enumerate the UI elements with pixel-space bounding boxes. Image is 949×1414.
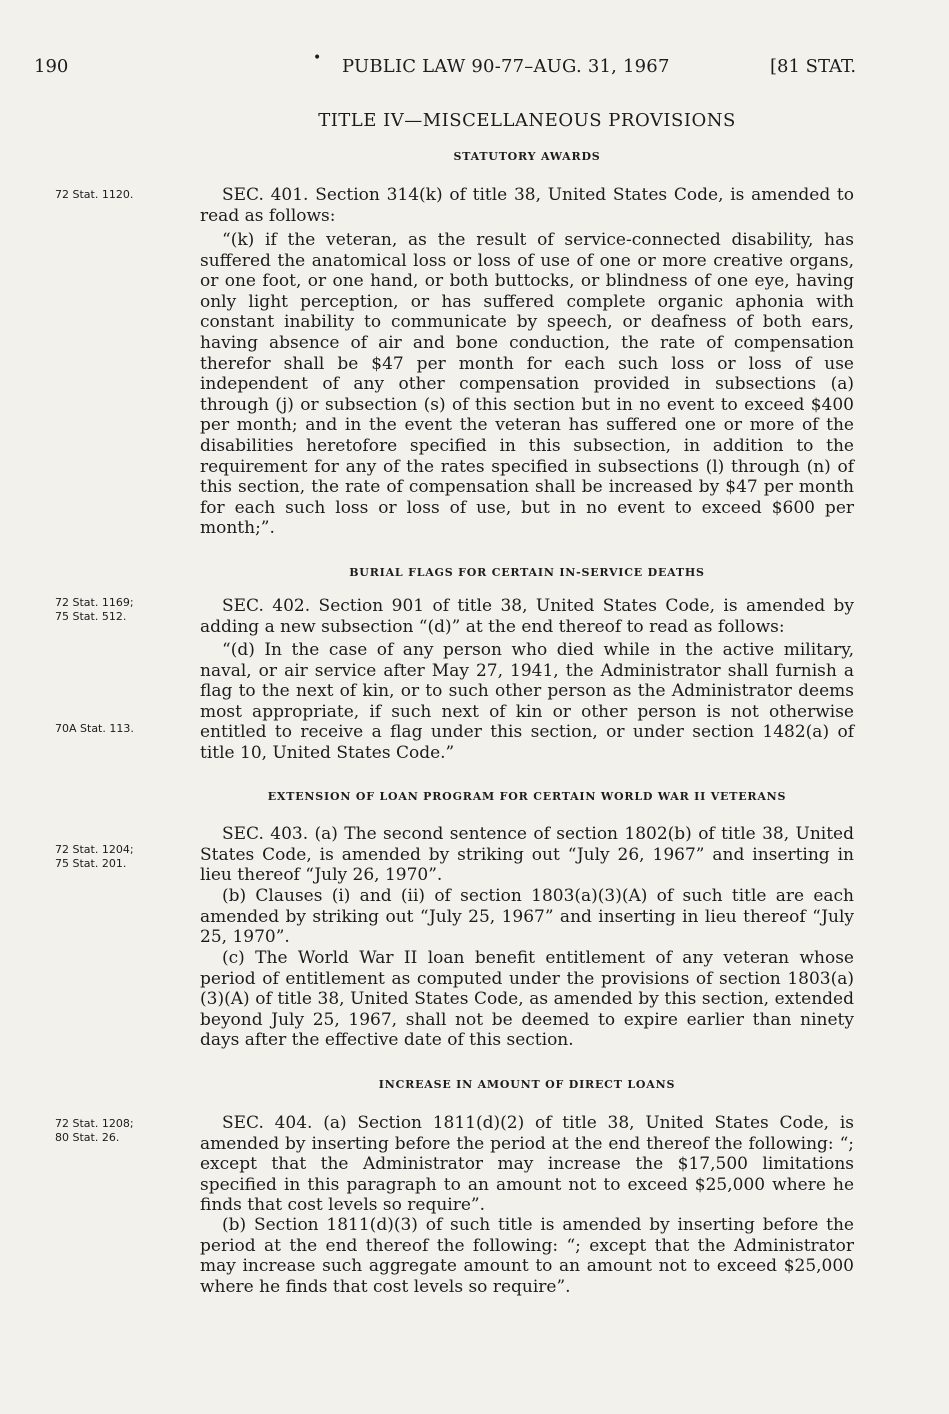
section-label-401: SEC. 401.: [222, 185, 309, 205]
margin-note-402b: 70A Stat. 113.: [55, 722, 134, 735]
section-401-para-2: “(k) if the veteran, as the result of service-connected disability, has suffered the anatomical loss or loss of use of one or more creative organs, or one foot, or one hand, or both buttocks, or blindness of one eye, having only light perception, or has suffered complete organic aphonia with constant inability to communicate by speech, or deafness of both ears, having absence of air and bone conduction, the rate of compensation therefor shall be $47 per month for each such loss or loss of use independent of any other compensation provided in subsections (a) through (j) or subsection (s) of this section but in no event to exceed $400 per month; and in the event the veteran has suffered one or more of the disabilities heretofore specified in this subsection, in addition to the requirement for any of the rates specified in subsections (l) through (n) of this section, the rate of compensation shall be increased by $47 per month for each such loss or loss of use, but in no event to exceed $600 per month;”.: [200, 230, 854, 539]
margin-note-402a: [55, 596, 185, 624]
section-403-para-b: (b) Clauses (i) and (ii) of section 1803(a)(3)(A) of such title are each amended by striking out “July 25, 1967” and inserting in lieu thereof “July 25, 1970”.: [200, 886, 854, 948]
section-403-text-a: (a) The second sentence of section 1802(b) of title 38, United States Code, is amended by striking out “July 26, 1967” and inserting in lieu thereof “July 26, 1970”.: [200, 824, 854, 886]
section-402-text-1: Section 901 of title 38, United States Code, is amended by adding a new subsection “(d)” at the end thereof to read as follows:: [200, 596, 854, 637]
header-dot-mark: •: [313, 50, 322, 66]
section-label-404: SEC. 404.: [222, 1113, 313, 1133]
margin-note-401: 72 Stat. 1120.: [55, 188, 134, 201]
margin-note-404-line-2: 80 Stat. 26.: [55, 1131, 120, 1144]
section-404-text-a: (a) Section 1811(d)(2) of title 38, United States Code, is amended by inserting before the period at the end thereof the following: “; except that the Administrator may increase the $17,500 limitations specified in this paragraph to an amount not to exceed $25,000 where he finds that cost levels so require”.: [200, 1113, 854, 1216]
section-402-para-2: “(d) In the case of any person who died while in the active military, naval, or air service after May 27, 1941, the Administrator shall furnish a flag to the next of kin, or to such other person as the Administrator deems most appropriate, if such next of kin or other person is not otherwise entitled to receive a flag under this section, or under section 1482(a) of title 10, United States Code.”: [200, 640, 854, 763]
section-403-para-a: [200, 824, 854, 886]
section-401-para-1: [200, 185, 854, 226]
margin-note-403-line-1: 72 Stat. 1204;: [55, 843, 134, 856]
page-number: 190: [34, 56, 69, 77]
statute-reference: [81 STAT.: [770, 56, 857, 77]
section-403-para-c: (c) The World War II loan benefit entitlement of any veteran whose period of entitlement as computed under the provisions of section 1803(a)(3)(A) of title 38, United States Code, as amended by this section, extended beyond July 25, 1967, shall not be deemed to expire earlier than ninety days after the effective date of this section.: [200, 948, 854, 1051]
margin-note-404: [55, 1117, 185, 1145]
section-heading-401: STATUTORY AWARDS: [453, 150, 601, 163]
section-404-para-a: [200, 1113, 854, 1216]
section-heading-403: EXTENSION OF LOAN PROGRAM FOR CERTAIN WORLD WAR II VETERANS: [267, 790, 787, 803]
title-heading: TITLE IV—MISCELLANEOUS PROVISIONS: [318, 110, 736, 131]
page-header: [0, 50, 949, 86]
section-heading-404: INCREASE IN AMOUNT OF DIRECT LOANS: [378, 1078, 676, 1091]
margin-note-403-line-2: 75 Stat. 201.: [55, 857, 127, 870]
section-401-text-1: Section 314(k) of title 38, United States Code, is amended to read as follows:: [200, 185, 854, 226]
margin-note-404-line-1: 72 Stat. 1208;: [55, 1117, 134, 1130]
section-404-para-b: (b) Section 1811(d)(3) of such title is amended by inserting before the period at the end thereof the following: “; except that the Administrator may increase such aggregate amount to an amount not to exceed $25,000 where he finds that cost levels so require”.: [200, 1215, 854, 1297]
section-402-para-1: [200, 596, 854, 637]
section-heading-402: BURIAL FLAGS FOR CERTAIN IN-SERVICE DEATHS: [349, 566, 705, 579]
section-label-403: SEC. 403.: [222, 824, 309, 844]
margin-note-402-line-2: 75 Stat. 512.: [55, 610, 127, 623]
running-head: PUBLIC LAW 90-77–AUG. 31, 1967: [342, 56, 670, 77]
margin-note-403: [55, 843, 185, 871]
margin-note-402-line-1: 72 Stat. 1169;: [55, 596, 134, 609]
section-label-402: SEC. 402.: [222, 596, 311, 616]
